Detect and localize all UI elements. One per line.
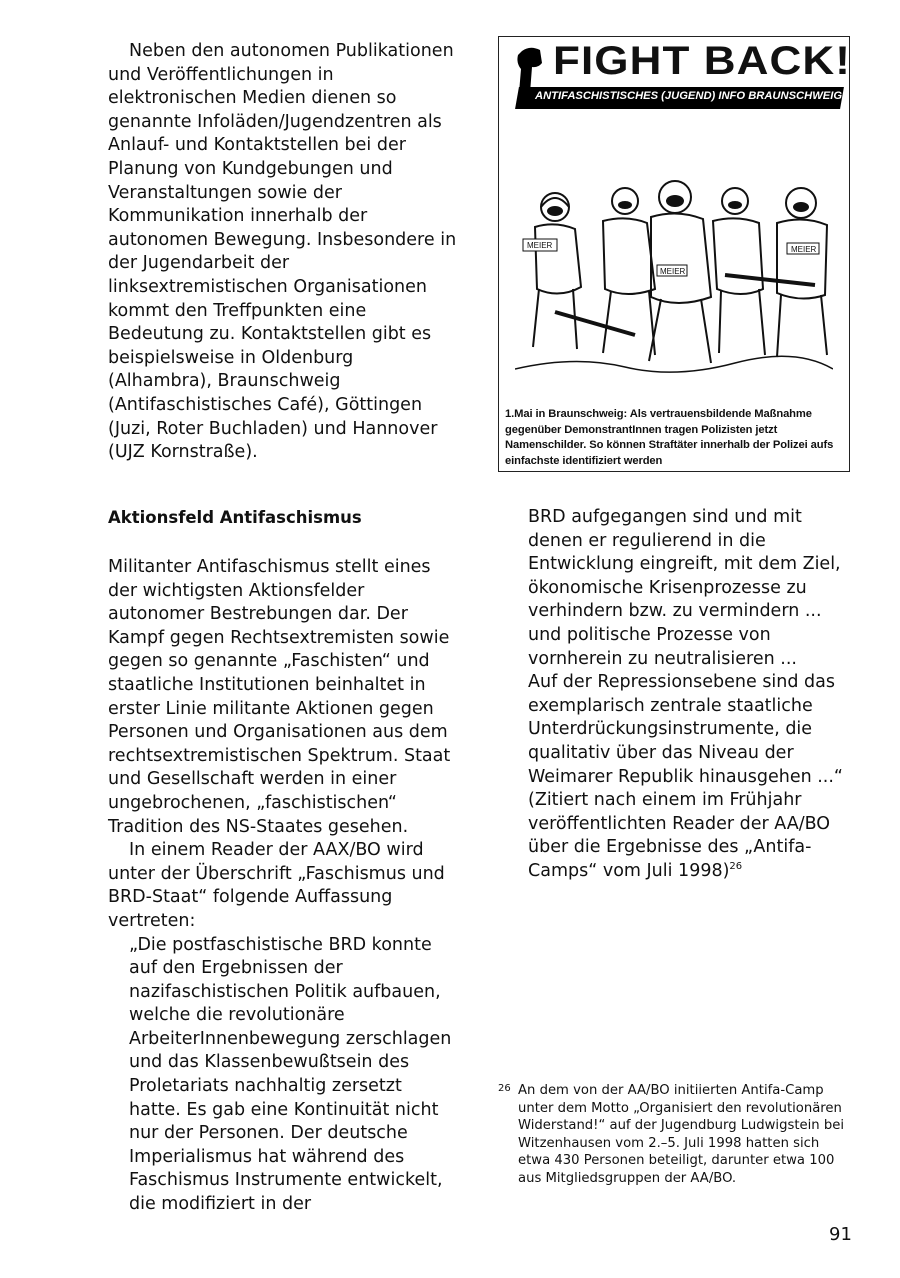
citation-paragraph [528,789,858,883]
flyer-caption: 1.Mai in Braunschweig: Als vertrauensbildende Maßnahme gegenüber DemonstrantInnen tragen Polizisten jetzt Namenschilder. So können Straftäter innerhalb der Polizei aufs einfachste identifiziert werden [505,408,834,467]
section-heading: Aktionsfeld Antifaschismus [108,508,362,527]
footnote-number: 26 [498,1083,511,1094]
right-column [528,506,858,884]
footnote-reference: 26 [729,861,743,873]
block-quote-continued: BRD aufgegangen sind und mit denen er regulierend in die Entwicklung eingreift, mit dem Ziel, ökonomische Krisenprozesse zu verhindern bzw. zu vermindern ... und politische Prozesse von vornherein zu neutralisieren ... [528,507,841,669]
block-quote-start: „Die postfaschistische BRD konnte auf den Ergebnissen der nazifaschistischen Politik aufbauen, welche die revolutionäre ArbeiterInnenbewegung zerschlagen und das Klassenbewußtsein des Proletariats nachhaltig zersetzt hatte. Es gab eine Kontinuität nicht nur der Personen. Der deutsche Imperialismus hat während des Faschismus Instrumente entwickelt, die modifiziert in der [129,934,452,1215]
block-quote-continued-2: Auf der Repressionsebene sind das exemplarisch zentrale staatliche Unterdrückungsinstrumente, die qualitativ über das Niveau der Weimarer Republik hinausgehen ...“ [528,672,843,787]
flyer-title: FIGHT BACK! [553,39,852,83]
flyer-subtitle: ANTIFASCHISTISCHES (JUGEND) INFO BRAUNSCHWEIG [535,90,843,102]
fight-back-flyer [498,36,850,472]
footnote-text: An dem von der AA/BO initiierten Antifa-Camp unter dem Motto „Organisiert den revolutionären Widerstand!“ auf der Jugendburg Ludwigstein bei Witzenhausen vom 2.–5. Juli 1998 hatten sich etwa 430 Personen beteiligt, darunter etwa 100 aus Mitgliedsgruppen der AA/BO. [518,1083,844,1186]
footnote [498,1082,848,1188]
badge-label-2: MEIER [660,267,686,276]
antifa-paragraph: Militanter Antifaschismus stellt eines der wichtigsten Aktionsfelder autonomer Bestrebungen dar. Der Kampf gegen Rechtsextremisten sowie gegen so genannte „Faschisten“ und staatliche Institutionen beinhaltet in erster Linie militante Aktionen gegen Personen und Organisationen aus dem rechtsextremistischen Spektrum. Staat und Gesellschaft werden in einer ungebrochenen, „faschistischen“ Tradition des NS-Staates gesehen. [108,557,451,837]
badge-label-1: MEIER [527,241,553,250]
reader-intro-paragraph: In einem Reader der AAX/BO wird unter der Überschrift „Faschismus und BRD-Staat“ folgende Auffassung vertreten: [108,840,445,931]
left-column-bottom [108,556,458,1217]
left-column-top [108,40,458,465]
badge-label-3: MEIER [791,245,817,254]
page-number: 91 [829,1224,852,1245]
riot-police-cartoon-illustration [515,177,833,377]
citation-text: (Zitiert nach einem im Frühjahr veröffentlichten Reader der AA/BO über die Ergebnisse des „Antifa-Camps“ vom Juli 1998) [528,790,831,881]
intro-paragraph: Neben den autonomen Publikationen und Veröffentlichungen in elektronischen Medien dienen so genannte Infoläden/Jugendzentren als Anlauf- und Kontaktstellen bei der Planung von Kundgebungen und Veranstaltungen sowie der Kommunikation innerhalb der autonomen Bewegung. Insbesondere in der Jugendarbeit der linksextremistischen Organisationen kommt den Treffpunkten eine Bedeutung zu. Kontaktstellen gibt es beispielsweise in Oldenburg (Alhambra), Braunschweig (Antifaschistisches Café), Göttingen (Juzi, Roter Buchladen) und Hannover (UJZ Kornstraße). [108,41,457,463]
